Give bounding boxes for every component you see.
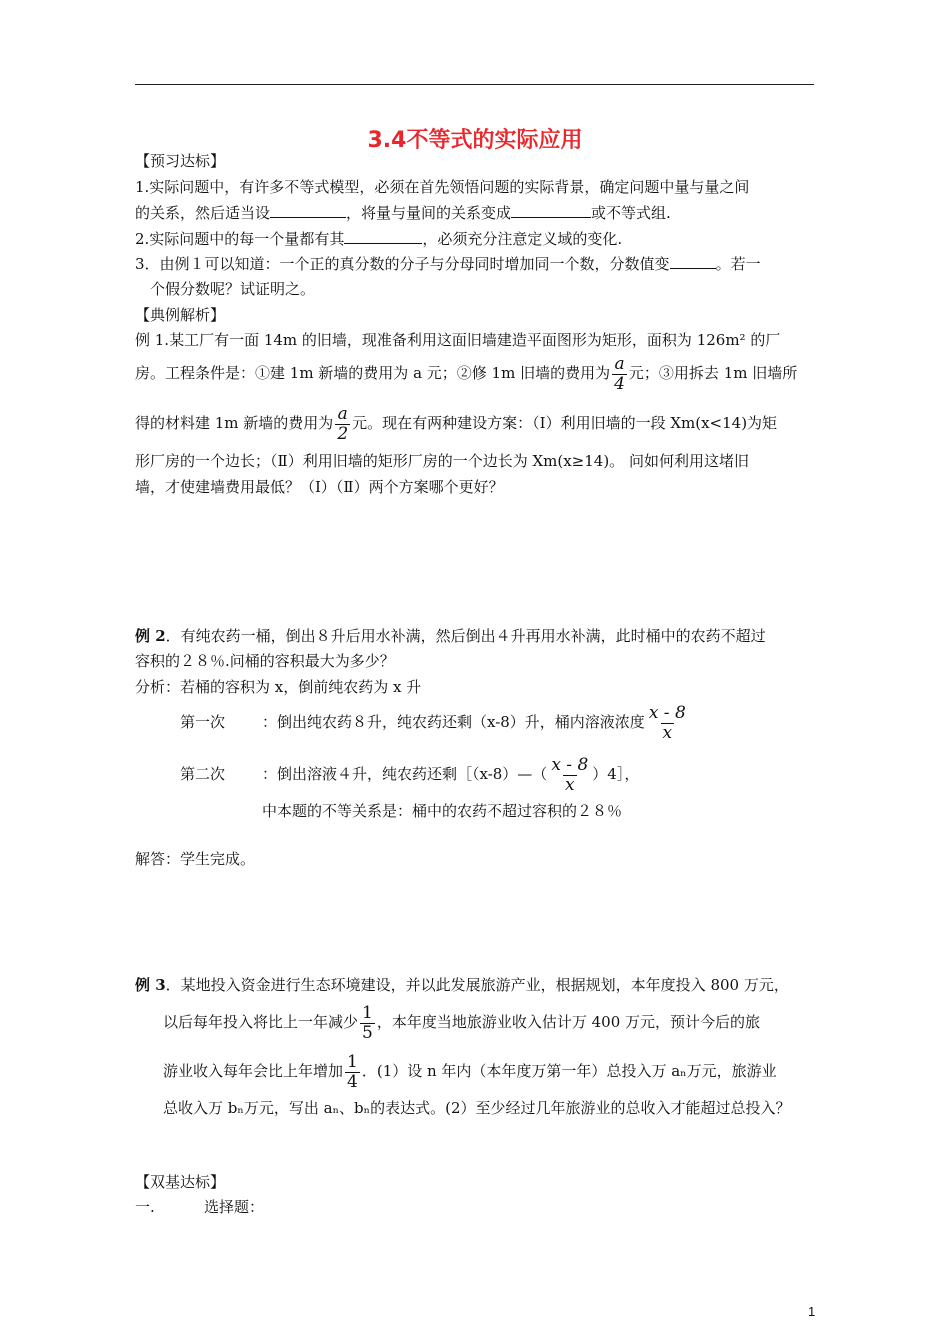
fraction-denominator: x <box>662 722 673 743</box>
example3-line3 <box>163 1049 777 1093</box>
fraction-denominator: x <box>565 774 575 795</box>
fraction-numerator: x - 8 <box>648 702 686 723</box>
example2-answer: 解答：学生完成。 <box>135 850 256 868</box>
fraction-1-over-4 <box>345 1053 360 1092</box>
example1-line3 <box>135 403 777 444</box>
preview-q1-text-c: 或不等式组. <box>591 204 671 222</box>
example3-text-a: 以后每年投入将比上一年减少 <box>163 1013 359 1031</box>
fraction-numerator: a <box>337 403 348 424</box>
fraction-denominator: 4 <box>614 373 625 394</box>
example2-relation: 中本题的不等关系是：桶中的农药不超过容积的２８％ <box>262 802 623 820</box>
example1-line5: 墙，才使建墙费用最低？（Ⅰ）（Ⅱ）两个方案哪个更好？ <box>135 478 504 496</box>
preview-q3-line1 <box>135 254 761 274</box>
example3-text-d: ．(1）设 n 年内（本年度万第一年）总投入万 aₙ万元，旅游业 <box>361 1062 777 1080</box>
section-heading-preview: 【预习达标】 <box>135 152 226 170</box>
fraction-numerator: 1 <box>362 1002 373 1023</box>
example3-text-b: ，本年度当地旅游业收入估计万 400 万元，预计今后的旅 <box>376 1013 761 1031</box>
answer-blank[interactable] <box>270 203 346 218</box>
example2-label: 例 2 <box>135 627 166 645</box>
example3-label: 例 3 <box>135 976 166 994</box>
basics-item-number: 一. <box>135 1198 155 1216</box>
example1-text-d: 元。现在有两种建设方案：（Ⅰ）利用旧墙的一段 Xm(x<14)为矩 <box>352 414 778 432</box>
example2-analysis: 分析：若桶的容积为 x，倒前纯农药为 x 升 <box>135 678 422 696</box>
preview-q2-line <box>135 229 622 249</box>
preview-q2-text-b: ，必须充分注意定义域的变化. <box>422 230 623 248</box>
example2-second-step <box>262 752 639 796</box>
section-heading-basics: 【双基达标】 <box>135 1173 226 1191</box>
example3-text-c: 游业收入每年会比上年增加 <box>163 1062 344 1080</box>
page-title: 3.4不等式的实际应用 <box>367 128 583 153</box>
example3-line2 <box>163 1000 760 1044</box>
fraction-1-over-5 <box>360 1004 375 1043</box>
example2-first-step <box>262 700 690 744</box>
section-heading-analysis: 【典例解析】 <box>135 306 226 324</box>
fraction-a-over-2 <box>335 405 350 444</box>
example1-line4: 形厂房的一个边长；（Ⅱ）利用旧墙的矩形厂房的一个边长为 Xm(x≥14)。 问如何利用这堵旧 <box>135 452 749 470</box>
basics-item-text: 选择题： <box>204 1198 265 1216</box>
preview-q1-text-a: 的关系，然后适当设 <box>135 204 271 222</box>
fraction-numerator: x - 8 <box>551 754 589 775</box>
preview-q1-line2 <box>135 203 671 223</box>
header-rule <box>135 84 814 85</box>
fraction-denominator: 2 <box>337 423 349 444</box>
fraction-a-over-4 <box>612 355 627 394</box>
fraction-denominator: 5 <box>362 1022 373 1043</box>
example2-second-label: 第二次 <box>180 765 226 783</box>
answer-blank[interactable] <box>344 229 422 244</box>
preview-q3-line2: 个假分数呢？试证明之。 <box>150 280 316 298</box>
example2-first-text: ：倒出纯农药８升，纯农药还剩（x-8）升，桶内溶液浓度 <box>262 713 645 731</box>
preview-q3-text-a: 3．由例１可以知道：一个正的真分数的分子与分母同时增加同一个数，分数值变 <box>135 255 670 273</box>
example3-line4: 总收入万 bₙ万元，写出 aₙ、bₙ的表达式。(2）至少经过几年旅游业的总收入才能超过总投入？ <box>163 1099 791 1117</box>
fraction-x-minus-8-over-x <box>549 756 590 795</box>
example3-text: ．某地投入资金进行生态环境建设，并以此发展旅游产业，根据规划，本年度投入 800 万元， <box>165 976 789 994</box>
preview-q1-line1: 1.实际问题中，有许多不等式模型，必须在首先领悟问题的实际背景，确定问题中量与量之间 <box>135 178 750 196</box>
example1-text-c: 得的材料建 1m 新墙的费用为 <box>135 414 334 432</box>
example2-second-text-b: ）4］， <box>592 765 640 783</box>
preview-q1-text-b: ，将量与量间的关系变成 <box>346 204 512 222</box>
preview-q3-text-b: 。若一 <box>715 255 761 273</box>
example2-first-label: 第一次 <box>180 713 226 731</box>
example3-line1 <box>135 975 789 995</box>
page-number: 1 <box>808 1304 816 1319</box>
fraction-denominator: 4 <box>347 1071 358 1092</box>
answer-blank[interactable] <box>511 203 591 218</box>
example1-line2 <box>135 353 797 394</box>
fraction-x-minus-8-over-x <box>647 704 688 743</box>
example2-second-text-a: ：倒出溶液４升，纯农药还剩［（x-8）—（ <box>262 765 548 783</box>
preview-q2-text-a: 2.实际问题中的每一个量都有其 <box>135 230 345 248</box>
answer-blank[interactable] <box>670 254 716 269</box>
fraction-numerator: 1 <box>347 1051 358 1072</box>
example2-line2: 容积的２８％.问桶的容积最大为多少？ <box>135 652 395 670</box>
fraction-numerator: a <box>614 353 625 374</box>
example1-text-a: 房。工程条件是：①建 1m 新墙的费用为 a 元；②修 1m 旧墙的费用为 <box>135 364 611 382</box>
example2-line1 <box>135 626 766 646</box>
example2-text: ．有纯农药一桶，倒出８升后用水补满，然后倒出４升再用水补满，此时桶中的农药不超过 <box>165 627 766 645</box>
example1-line1: 例 1.某工厂有一面 14m 的旧墙，现准备利用这面旧墙建造平面图形为矩形，面积为 126m² 的厂 <box>135 331 781 349</box>
example1-text-b: 元；③用拆去 1m 旧墙所 <box>628 364 798 382</box>
